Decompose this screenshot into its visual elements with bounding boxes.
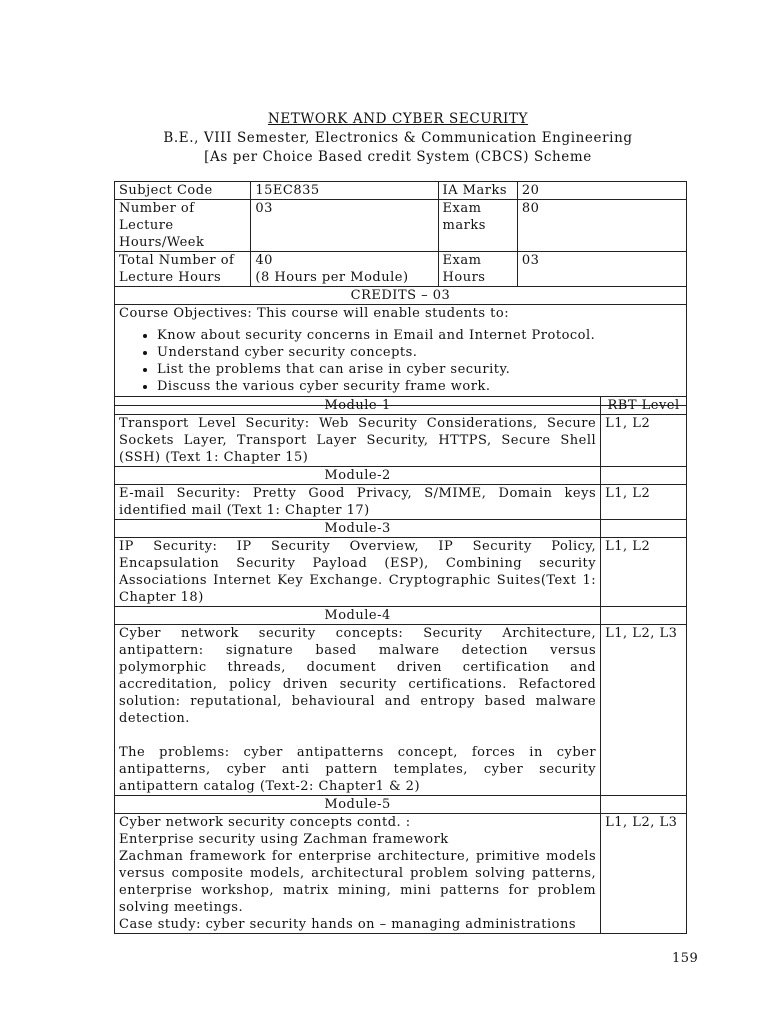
- course-header: [0, 110, 768, 167]
- exam-marks-value: 80: [517, 200, 686, 252]
- total-hours-value: [251, 252, 438, 287]
- subject-code-label: Subject Code: [115, 182, 251, 200]
- subject-code-value: 15EC835: [251, 182, 438, 200]
- module-5-line-2: Enterprise security using Zachman framework: [119, 832, 449, 847]
- course-info-table: [114, 181, 687, 406]
- module-4-paragraph-2: The problems: cyber antipatterns concept, forces in cyber antipatterns, cyber anti pattern templates, cyber security antipattern catalog (Text-2: Chapter1 & 2): [119, 745, 597, 794]
- lecture-hours-label: Number of Lecture Hours/Week: [115, 200, 251, 252]
- exam-marks-label: Exam marks: [438, 200, 517, 252]
- objective-item: • List the problems that can arise in cyber security.: [157, 361, 682, 378]
- module-4-content: [115, 625, 601, 796]
- module-1-rbt: L1, L2: [601, 415, 687, 467]
- objective-item: • Understand cyber security concepts.: [157, 344, 682, 361]
- module-5-content: [115, 814, 601, 934]
- module-5-line-1: Cyber network security concepts contd. :: [119, 815, 411, 830]
- module-4-paragraph-1: Cyber network security concepts: Security Architecture, antipattern: signature based malware detection versus polymorphic threads, document driven certification and accreditation, policy driven security certifications. Refactored solution: reputational, behavioural and entropy based malware detection.: [119, 626, 597, 726]
- module-2-title: Module-2: [115, 467, 601, 485]
- paragraph-gap: [119, 727, 596, 744]
- module-5-title: Module-5: [115, 796, 601, 814]
- objective-item: • Know about security concerns in Email and Internet Protocol.: [157, 327, 682, 344]
- module-4-title: Module-4: [115, 607, 601, 625]
- exam-hours-label: Exam Hours: [438, 252, 517, 287]
- module-3-rbt: L1, L2: [601, 538, 687, 607]
- modules-table: [114, 396, 687, 934]
- credits: CREDITS – 03: [115, 287, 687, 305]
- module-3-title-blank: [601, 520, 687, 538]
- objectives-intro: Course Objectives: This course will enable students to:: [119, 306, 510, 321]
- objective-item: • Discuss the various cyber security frame work.: [157, 378, 682, 395]
- module-2-title-blank: [601, 467, 687, 485]
- ia-marks-label: IA Marks: [438, 182, 517, 200]
- lecture-hours-value: 03: [251, 200, 438, 252]
- course-title: NETWORK AND CYBER SECURITY: [267, 111, 529, 127]
- module-1-title: Module-1: [115, 397, 601, 415]
- exam-hours-value: 03: [517, 252, 686, 287]
- course-subtitle: B.E., VIII Semester, Electronics & Communication Engineering: [163, 130, 633, 146]
- module-5-line-3: Zachman framework for enterprise architecture, primitive models versus composite models, architectural problem solving patterns, enterprise workshop, matrix mining, mini patterns for problem solving meetings.: [119, 849, 597, 915]
- module-3-title: Module-3: [115, 520, 601, 538]
- module-1-content: Transport Level Security: Web Security Considerations, Secure Sockets Layer, Transport Layer Security, HTTPS, Secure Shell (SSH) (Text 1: Chapter 15): [115, 415, 601, 467]
- total-hours-count: 40: [255, 253, 273, 268]
- module-3-content: IP Security: IP Security Overview, IP Security Policy, Encapsulation Security Payload (ESP), Combining security Associations Internet Key Exchange. Cryptographic Suites(Text 1: Chapter 18): [115, 538, 601, 607]
- page-number: 159: [672, 951, 699, 966]
- total-hours-label: Total Number of Lecture Hours: [115, 252, 251, 287]
- module-2-content: E-mail Security: Pretty Good Privacy, S/MIME, Domain keys identified mail (Text 1: Chapter 17): [115, 485, 601, 520]
- module-4-title-blank: [601, 607, 687, 625]
- module-5-rbt: L1, L2, L3: [601, 814, 687, 934]
- module-2-rbt: L1, L2: [601, 485, 687, 520]
- ia-marks-value: 20: [517, 182, 686, 200]
- objectives-list: [119, 327, 682, 395]
- module-5-line-4: Case study: cyber security hands on – managing administrations: [119, 917, 577, 932]
- module-4-rbt: L1, L2, L3: [601, 625, 687, 796]
- course-objectives: [115, 305, 687, 406]
- course-scheme: [As per Choice Based credit System (CBCS) Scheme: [204, 149, 592, 165]
- total-hours-note: (8 Hours per Module): [255, 270, 409, 285]
- module-5-title-blank: [601, 796, 687, 814]
- rbt-level-header: RBT Level: [601, 397, 687, 415]
